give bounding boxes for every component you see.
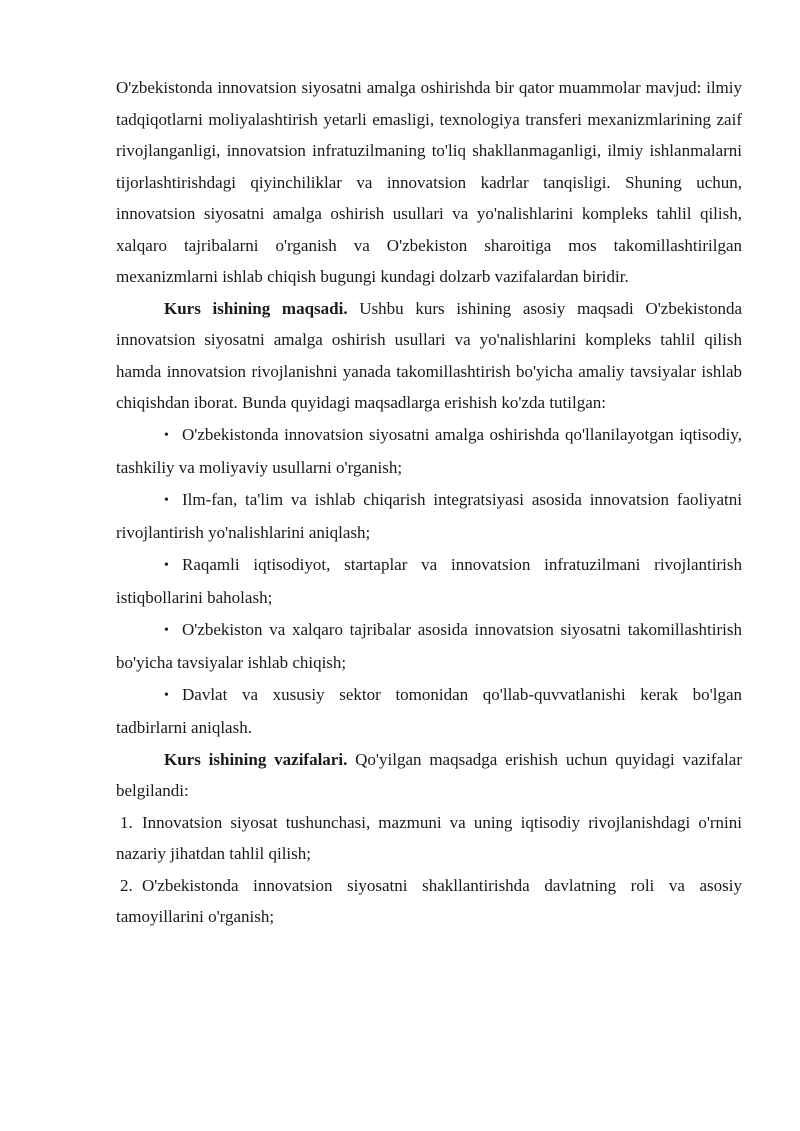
goal-text: Ushbu kurs ishining asosiy maqsadi O'zbekistonda innovatsion siyosatni amalga oshirish usullari va yo'nalishlarini kompleks tahlil qilish hamda innovatsion rivojlanishni yanada takomillashtirish bo'yicha amaliy tavsiyalar ishlab chiqishdan iborat. Bunda quyidagi maqsadlarga erishish ko'zda tutilgan: xyxy=(116,298,742,412)
goal-paragraph xyxy=(116,293,742,419)
list-item xyxy=(116,679,742,744)
item-number: 1. xyxy=(120,812,133,832)
intro-paragraph: O'zbekistonda innovatsion siyosatni amalga oshirishda bir qator muammolar mavjud: ilmiy tadqiqotlarni moliyalashtirish yetarli emasligi, texnologiya transferi mexanizmlarining zaif rivojlanganligi, innovatsion infratuzilmaning to'liq shakllanmaganligi, ilmiy ishlanmalarni tijorlashtirishdagi qiyinchiliklar va innovatsion kadrlar tanqisligi. Shuning uchun, innovatsion siyosatni amalga oshirish usullari va yo'nalishlarini kompleks tahlil qilish, xalqaro tajribalarni o'rganish va O'zbekiston sharoitiga mos takomillashtirilgan mexanizmlarni ishlab chiqish bugungi kundagi dolzarb vazifalardan biridir. xyxy=(116,78,742,286)
list-item-text: Raqamli iqtisodiyot, startaplar va innovatsion infratuzilmani rivojlantirish istiqbollarini baholash; xyxy=(116,554,742,607)
bullet-icon: • xyxy=(164,687,169,703)
bullet-icon: • xyxy=(164,492,169,508)
list-item-text: Davlat va xususiy sektor tomonidan qo'llab-quvvatlanishi kerak bo'lgan tadbirlarni aniqlash. xyxy=(116,684,742,737)
list-item-text: O'zbekiston va xalqaro tajribalar asosida innovatsion siyosatni takomillashtirish bo'yicha tavsiyalar ishlab chiqish; xyxy=(116,619,742,672)
tasks-heading: Kurs ishining vazifalari. xyxy=(164,749,348,769)
list-item xyxy=(116,614,742,679)
bullet-icon: • xyxy=(164,622,169,638)
document-page xyxy=(116,72,742,933)
list-item xyxy=(116,484,742,549)
goal-heading: Kurs ishining maqsadi. xyxy=(164,298,348,318)
tasks-paragraph xyxy=(116,744,742,807)
list-item-text: Ilm-fan, ta'lim va ishlab chiqarish integratsiyasi asosida innovatsion faoliyatni rivojlantirish yo'nalishlarini aniqlash; xyxy=(116,489,742,542)
list-item xyxy=(116,419,742,484)
item-number: 2. xyxy=(120,875,133,895)
numbered-item-text: Innovatsion siyosat tushunchasi, mazmuni va uning iqtisodiy rivojlanishdagi o'rnini nazariy jihatdan tahlil qilish; xyxy=(116,812,742,863)
numbered-item xyxy=(116,807,742,870)
bullet-icon: • xyxy=(164,557,169,573)
numbered-item xyxy=(116,870,742,933)
list-item xyxy=(116,549,742,614)
bullet-icon: • xyxy=(164,427,169,443)
numbered-item-text: O'zbekistonda innovatsion siyosatni shakllantirishda davlatning roli va asosiy tamoyillarini o'rganish; xyxy=(116,875,742,926)
tasks-text: Qo'yilgan maqsadga erishish uchun quyidagi vazifalar belgilandi: xyxy=(116,749,742,800)
list-item-text: O'zbekistonda innovatsion siyosatni amalga oshirishda qo'llanilayotgan iqtisodiy, tashkiliy va moliyaviy usullarni o'rganish; xyxy=(116,424,742,477)
